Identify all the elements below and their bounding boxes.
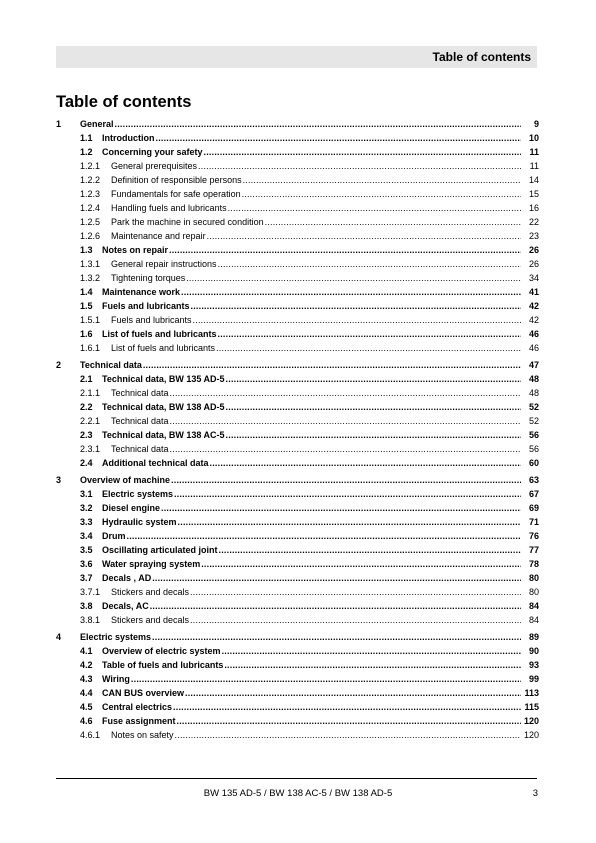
toc-entry-title: Technical data bbox=[111, 444, 169, 454]
toc-dot-leader bbox=[222, 646, 521, 656]
toc-entry-number: 4.1 bbox=[80, 646, 93, 656]
toc-entry-number: 1.2.2 bbox=[80, 175, 101, 185]
toc-entry-number: 2.1.1 bbox=[80, 388, 101, 398]
toc-entry-number: 1.2.1 bbox=[80, 161, 101, 171]
toc-entry-number: 1.2.4 bbox=[80, 203, 101, 213]
toc-dot-leader bbox=[226, 402, 521, 412]
toc-dot-leader bbox=[226, 374, 521, 384]
toc-entry-number: 1.4 bbox=[80, 287, 93, 297]
toc-entry-title: Definition of responsible persons bbox=[111, 175, 242, 185]
toc-entry-number: 3.5 bbox=[80, 545, 93, 555]
toc-entry-title: General repair instructions bbox=[111, 259, 217, 269]
toc-entry-page: 26 bbox=[528, 259, 539, 269]
toc-entry-number: 4 bbox=[56, 632, 62, 642]
toc-entry-number: 3.6 bbox=[80, 559, 93, 569]
toc-dot-leader bbox=[127, 531, 521, 541]
toc-entry-title: Fuse assignment bbox=[102, 716, 176, 726]
toc-entry[interactable] bbox=[56, 611, 539, 625]
toc-dot-leader bbox=[171, 475, 521, 485]
toc-entry-page: 115 bbox=[524, 702, 539, 712]
toc-entry-page: 15 bbox=[528, 189, 539, 199]
toc-entry-page: 80 bbox=[528, 573, 539, 583]
toc-entry-title: Water spraying system bbox=[102, 559, 201, 569]
toc-entry[interactable] bbox=[56, 255, 539, 269]
toc-entry-page: 11 bbox=[529, 147, 539, 157]
toc-entry-page: 23 bbox=[528, 231, 539, 241]
toc-dot-leader bbox=[156, 133, 522, 143]
toc-entry-number: 2.2 bbox=[80, 402, 93, 412]
toc-dot-leader bbox=[170, 388, 521, 398]
toc-entry[interactable] bbox=[56, 597, 539, 611]
toc-entry-title: Fuels and lubricants bbox=[102, 301, 190, 311]
toc-entry-number: 1.5 bbox=[80, 301, 93, 311]
toc-dot-leader bbox=[186, 273, 521, 283]
toc-dot-leader bbox=[193, 315, 521, 325]
toc-entry-number: 1.2.3 bbox=[80, 189, 101, 199]
toc-entry-number: 1.3.1 bbox=[80, 259, 101, 269]
toc-entry-page: 78 bbox=[528, 559, 539, 569]
toc-dot-leader bbox=[201, 559, 521, 569]
toc-dot-leader bbox=[152, 632, 521, 642]
toc-dot-leader bbox=[143, 360, 521, 370]
toc-dot-leader bbox=[198, 161, 521, 171]
toc-entry-title: Hydraulic system bbox=[102, 517, 177, 527]
toc-entry-number: 4.2 bbox=[80, 660, 93, 670]
toc-entry-title: Concerning your safety bbox=[102, 147, 203, 157]
toc-entry-number: 2.3.1 bbox=[80, 444, 101, 454]
toc-entry-page: 41 bbox=[528, 287, 539, 297]
toc-entry-page: 67 bbox=[528, 489, 539, 499]
toc-entry-page: 89 bbox=[528, 632, 539, 642]
toc-entry-page: 48 bbox=[528, 388, 539, 398]
toc-entry[interactable] bbox=[56, 684, 539, 698]
toc-entry[interactable] bbox=[56, 157, 539, 171]
toc-entry[interactable] bbox=[56, 628, 539, 642]
toc-dot-leader bbox=[169, 245, 521, 255]
toc-entry[interactable] bbox=[56, 311, 539, 325]
toc-entry-number: 1 bbox=[56, 119, 62, 129]
toc-entry[interactable] bbox=[56, 485, 539, 499]
toc-entry-page: 84 bbox=[528, 615, 539, 625]
toc-entry[interactable] bbox=[56, 513, 539, 527]
toc-entry-number: 1.2.5 bbox=[80, 217, 101, 227]
toc-dot-leader bbox=[178, 517, 521, 527]
toc-entry-page: 14 bbox=[528, 175, 539, 185]
toc-entry[interactable] bbox=[56, 269, 539, 283]
toc-entry[interactable] bbox=[56, 670, 539, 684]
toc-dot-leader bbox=[226, 430, 521, 440]
toc-entry-number: 3.8.1 bbox=[80, 615, 101, 625]
toc-entry-number: 2.2.1 bbox=[80, 416, 101, 426]
toc-dot-leader bbox=[161, 503, 521, 513]
toc-entry[interactable] bbox=[56, 569, 539, 583]
toc-entry-number: 3.2 bbox=[80, 503, 93, 513]
toc-entry-title: Decals , AD bbox=[102, 573, 152, 583]
toc-entry[interactable] bbox=[56, 656, 539, 670]
toc-entry-page: 120 bbox=[523, 730, 539, 740]
toc-entry[interactable] bbox=[56, 454, 539, 468]
toc-entry-page: 52 bbox=[528, 416, 539, 426]
toc-entry-number: 3.4 bbox=[80, 531, 93, 541]
toc-entry-title: Central electrics bbox=[102, 702, 173, 712]
toc-dot-leader bbox=[177, 716, 521, 726]
toc-entry-page: 42 bbox=[528, 315, 539, 325]
toc-dot-leader bbox=[131, 674, 521, 684]
toc-entry-page: 120 bbox=[523, 716, 539, 726]
toc-entry-number: 3.3 bbox=[80, 517, 93, 527]
toc-entry-page: 63 bbox=[528, 475, 539, 485]
toc-entry[interactable] bbox=[56, 199, 539, 213]
toc-entry[interactable] bbox=[56, 129, 539, 143]
toc-entry-page: 42 bbox=[528, 301, 539, 311]
toc-entry[interactable] bbox=[56, 412, 539, 426]
toc-entry[interactable] bbox=[56, 698, 539, 712]
toc-entry-title: Electric systems bbox=[102, 489, 174, 499]
toc-entry[interactable] bbox=[56, 227, 539, 241]
toc-dot-leader bbox=[243, 175, 521, 185]
toc-entry[interactable] bbox=[56, 471, 539, 485]
toc-entry[interactable] bbox=[56, 213, 539, 227]
running-header-title: Table of contents bbox=[432, 50, 531, 64]
toc-entry-number: 2 bbox=[56, 360, 62, 370]
toc-entry-title: Stickers and decals bbox=[111, 587, 190, 597]
toc-entry-page: 9 bbox=[533, 119, 539, 129]
toc-entry-number: 1.6.1 bbox=[80, 343, 101, 353]
toc-entry[interactable] bbox=[56, 185, 539, 199]
toc-entry[interactable] bbox=[56, 527, 539, 541]
toc-entry-title: List of fuels and lubricants bbox=[111, 343, 216, 353]
toc-entry-number: 3.7 bbox=[80, 573, 93, 583]
toc-dot-leader bbox=[224, 660, 521, 670]
toc-entry[interactable] bbox=[56, 241, 539, 255]
toc-entry-title: Electric systems bbox=[80, 632, 152, 642]
toc-entry-number: 1.3.2 bbox=[80, 273, 101, 283]
toc-entry-title: Tightening torques bbox=[111, 273, 186, 283]
toc-dot-leader bbox=[207, 231, 521, 241]
toc-entry[interactable] bbox=[56, 583, 539, 597]
toc-entry-number: 1.2.6 bbox=[80, 231, 101, 241]
toc-entry[interactable] bbox=[56, 555, 539, 569]
toc-entry-page: 46 bbox=[528, 343, 539, 353]
toc-dot-leader bbox=[152, 573, 521, 583]
toc-entry-title: Technical data bbox=[111, 388, 169, 398]
toc-entry-title: Maintenance and repair bbox=[111, 231, 206, 241]
toc-entry-title: List of fuels and lubricants bbox=[102, 329, 217, 339]
toc-dot-leader bbox=[191, 301, 521, 311]
toc-entry-number: 4.4 bbox=[80, 688, 93, 698]
toc-entry[interactable] bbox=[56, 143, 539, 157]
toc-entry-title: General prerequisites bbox=[111, 161, 198, 171]
toc-entry[interactable] bbox=[56, 171, 539, 185]
toc-entry-number: 3.1 bbox=[80, 489, 93, 499]
toc-entry-title: Fuels and lubricants bbox=[111, 315, 192, 325]
toc-entry-number: 4.3 bbox=[80, 674, 93, 684]
toc-dot-leader bbox=[115, 119, 521, 129]
toc-entry-number: 1.1 bbox=[80, 133, 93, 143]
toc-entry-title: Introduction bbox=[102, 133, 155, 143]
toc-entry-title: Fundamentals for safe operation bbox=[111, 189, 241, 199]
toc-dot-leader bbox=[218, 259, 521, 269]
toc-entry-page: 93 bbox=[528, 660, 539, 670]
toc-entry-page: 60 bbox=[528, 458, 539, 468]
toc-entry-title: Maintenance work bbox=[102, 287, 181, 297]
toc-entry-title: Technical data, BW 135 AD-5 bbox=[102, 374, 225, 384]
toc-entry[interactable] bbox=[56, 642, 539, 656]
toc-entry-number: 3 bbox=[56, 475, 62, 485]
toc-entry-number: 4.6 bbox=[80, 716, 93, 726]
toc-entry-page: 80 bbox=[528, 587, 539, 597]
toc-dot-leader bbox=[190, 615, 521, 625]
toc-entry-title: Overview of electric system bbox=[102, 646, 221, 656]
toc-entry-page: 10 bbox=[528, 133, 539, 143]
toc-entry-page: 56 bbox=[528, 430, 539, 440]
toc-entry-page: 52 bbox=[528, 402, 539, 412]
toc-entry-title: Park the machine in secured condition bbox=[111, 217, 264, 227]
toc-entry[interactable] bbox=[56, 398, 539, 412]
toc-entry-number: 2.4 bbox=[80, 458, 93, 468]
toc-entry-page: 16 bbox=[528, 203, 539, 213]
toc-entry-page: 113 bbox=[524, 688, 539, 698]
toc-entry-number: 3.8 bbox=[80, 601, 93, 611]
toc-entry-title: Technical data, BW 138 AD-5 bbox=[102, 402, 225, 412]
toc-entry-title: Technical data bbox=[80, 360, 142, 370]
toc-entry[interactable] bbox=[56, 440, 539, 454]
toc-entry[interactable] bbox=[56, 283, 539, 297]
toc-entry-title: Handling fuels and lubricants bbox=[111, 203, 227, 213]
toc-entry-page: 69 bbox=[528, 503, 539, 513]
toc-dot-leader bbox=[170, 416, 521, 426]
toc-entry-page: 11 bbox=[529, 161, 539, 171]
toc-entry-number: 3.7.1 bbox=[80, 587, 101, 597]
toc-entry-page: 48 bbox=[528, 374, 539, 384]
toc-entry-number: 1.2 bbox=[80, 147, 93, 157]
toc-dot-leader bbox=[150, 601, 521, 611]
toc-entry-page: 56 bbox=[528, 444, 539, 454]
toc-entry-title: General bbox=[80, 119, 114, 129]
toc-dot-leader bbox=[204, 147, 521, 157]
page-title: Table of contents bbox=[56, 93, 192, 111]
toc-entry[interactable] bbox=[56, 370, 539, 384]
toc-entry[interactable] bbox=[56, 115, 539, 129]
toc-dot-leader bbox=[185, 688, 521, 698]
toc-dot-leader bbox=[218, 329, 521, 339]
toc-dot-leader bbox=[181, 287, 521, 297]
toc-entry-title: Table of fuels and lubricants bbox=[102, 660, 224, 670]
toc-entry-title: Technical data, BW 138 AC-5 bbox=[102, 430, 225, 440]
toc-entry-number: 1.3 bbox=[80, 245, 93, 255]
toc-entry-title: Notes on safety bbox=[111, 730, 174, 740]
toc-entry[interactable] bbox=[56, 339, 539, 353]
toc-entry-title: CAN BUS overview bbox=[102, 688, 185, 698]
toc-entry-page: 90 bbox=[528, 646, 539, 656]
toc-dot-leader bbox=[174, 489, 521, 499]
toc-entry-page: 46 bbox=[528, 329, 539, 339]
toc-dot-leader bbox=[175, 730, 521, 740]
toc-entry-number: 1.5.1 bbox=[80, 315, 101, 325]
toc-entry-title: Technical data bbox=[111, 416, 169, 426]
table-of-contents bbox=[56, 115, 539, 740]
toc-entry-number: 4.5 bbox=[80, 702, 93, 712]
toc-entry-page: 99 bbox=[528, 674, 539, 684]
running-header bbox=[56, 46, 537, 68]
toc-entry-page: 76 bbox=[528, 531, 539, 541]
toc-entry-page: 26 bbox=[528, 245, 539, 255]
toc-entry[interactable] bbox=[56, 356, 539, 370]
toc-entry-page: 34 bbox=[528, 273, 539, 283]
toc-entry-title: Wiring bbox=[102, 674, 130, 684]
toc-entry[interactable] bbox=[56, 726, 539, 740]
toc-dot-leader bbox=[228, 203, 521, 213]
toc-entry-page: 71 bbox=[528, 517, 539, 527]
toc-entry-number: 1.6 bbox=[80, 329, 93, 339]
footer-divider bbox=[56, 778, 537, 779]
toc-entry-title: Stickers and decals bbox=[111, 615, 190, 625]
toc-entry-title: Oscillating articulated joint bbox=[102, 545, 218, 555]
toc-entry[interactable] bbox=[56, 325, 539, 339]
toc-entry-title: Additional technical data bbox=[102, 458, 209, 468]
toc-dot-leader bbox=[173, 702, 521, 712]
toc-entry-page: 84 bbox=[528, 601, 539, 611]
toc-entry-page: 47 bbox=[528, 360, 539, 370]
toc-entry[interactable] bbox=[56, 499, 539, 513]
toc-entry-number: 4.6.1 bbox=[80, 730, 101, 740]
toc-dot-leader bbox=[190, 587, 521, 597]
toc-entry-title: Decals, AC bbox=[102, 601, 149, 611]
toc-dot-leader bbox=[210, 458, 521, 468]
toc-dot-leader bbox=[265, 217, 521, 227]
toc-entry-number: 2.1 bbox=[80, 374, 93, 384]
toc-entry-title: Diesel engine bbox=[102, 503, 161, 513]
toc-dot-leader bbox=[219, 545, 521, 555]
toc-entry[interactable] bbox=[56, 712, 539, 726]
toc-entry-title: Notes on repair bbox=[102, 245, 169, 255]
toc-dot-leader bbox=[170, 444, 521, 454]
toc-entry-page: 22 bbox=[528, 217, 539, 227]
toc-dot-leader bbox=[242, 189, 521, 199]
toc-entry[interactable] bbox=[56, 541, 539, 555]
toc-entry[interactable] bbox=[56, 297, 539, 311]
toc-entry[interactable] bbox=[56, 426, 539, 440]
toc-dot-leader bbox=[216, 343, 521, 353]
footer-page-number: 3 bbox=[532, 788, 538, 799]
footer-models: BW 135 AD-5 / BW 138 AC-5 / BW 138 AD-5 bbox=[203, 788, 393, 799]
toc-entry[interactable] bbox=[56, 384, 539, 398]
toc-entry-title: Overview of machine bbox=[80, 475, 171, 485]
toc-entry-title: Drum bbox=[102, 531, 126, 541]
toc-entry-page: 77 bbox=[528, 545, 539, 555]
toc-entry-number: 2.3 bbox=[80, 430, 93, 440]
